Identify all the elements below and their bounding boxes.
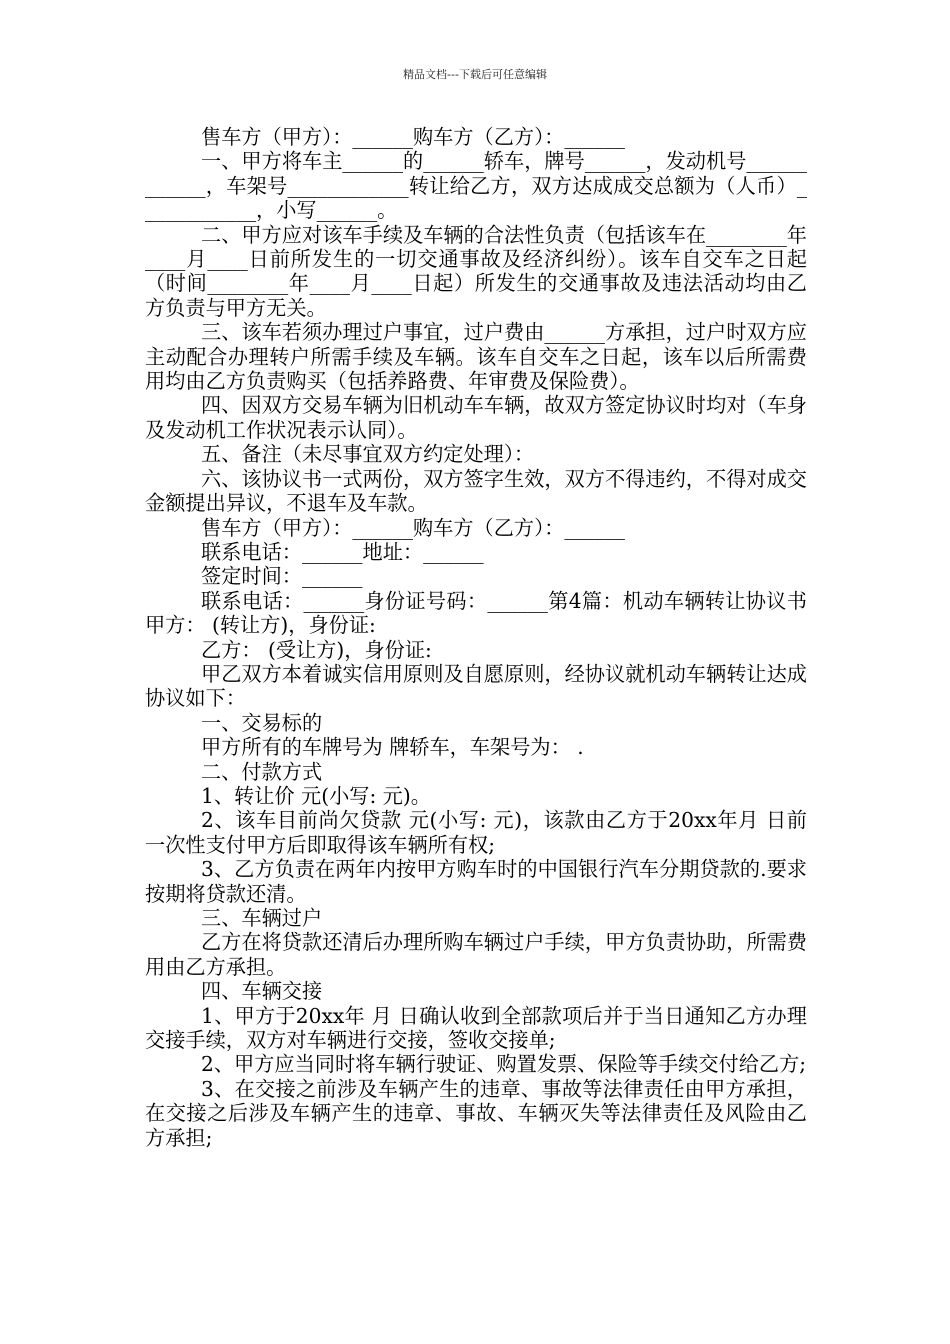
paragraph: 售车方（甲方）：______购车方（乙方）：______ [201,125,625,149]
document-body [145,125,807,1150]
paragraph: 签定时间：______ [201,564,363,589]
paragraph: 五、备注（未尽事宜双方约定处理）： [201,442,535,467]
page-header: 精品文档---下载后可任意编辑 [403,68,547,81]
paragraph: 乙方在将贷款还清后办理所购车辆过户手续，甲方负责协助，所需费用由乙方承担。 [145,930,807,979]
paragraph: 二、甲方应对该车手续及车辆的合法性负责（包括该车在________年____月____日前所发生的一切交通事故及经济纠纷）。该车自交车之日起（时间________年____月____日起）所发生的交通事故及违法活动均由乙方负责与甲方无关。 [145,222,807,320]
paragraph: 1、甲方于20xx年 月 日确认收到全部款项后并于当日通知乙方办理交接手续，双方对车辆进行交接，签收交接单; [145,1003,807,1053]
paragraph: 乙方： (受让方)，身份证: [201,637,432,662]
paragraph: 2、该车目前尚欠贷款 元(小写: 元)，该款由乙方于20xx年月 日前一次性支付甲方后即取得该车辆所有权; [145,808,807,857]
paragraph: 联系电话：______身份证号码：______第4篇：机动车辆转让协议书甲方： (转让方)，身份证: [145,588,807,638]
paragraph: 2、甲方应当同时将车辆行驶证、购置发票、保险等手续交付给乙方; [201,1052,807,1077]
paragraph: 3、乙方负责在两年内按甲方购车时的中国银行汽车分期贷款的.要求按期将贷款还清。 [145,857,807,906]
paragraph: 3、在交接之前涉及车辆产生的违章、事故等法律责任由甲方承担，在交接之后涉及车辆产生的违章、事故、车辆灭失等法律责任及风险由乙方承担; [145,1076,807,1150]
paragraph: 四、因双方交易车辆为旧机动车车辆，故双方签定协议时均对（车身及发动机工作状况表示认同）。 [145,393,807,442]
paragraph: 四、车辆交接 [201,979,323,1004]
paragraph: 1、转让价 元(小写: 元)。 [201,783,431,808]
paragraph: 六、该协议书一式两份，双方签字生效，双方不得违约，不得对成交金额提出异议，不退车及车款。 [145,466,807,516]
paragraph: 甲方所有的车牌号为 牌轿车，车架号为： . [201,735,584,760]
paragraph: 三、该车若须办理过户事宜，过户费由______方承担，过户时双方应主动配合办理转户所需手续及车辆。该车自交车之日起，该车以后所需费用均由乙方负责购买（包括养路费、年审费及保险费）。 [145,320,807,394]
paragraph: 三、车辆过户 [201,906,323,930]
paragraph: 一、交易标的 [201,710,323,735]
paragraph: 甲乙双方本着诚实信用原则及自愿原则，经协议就机动车辆转让达成协议如下： [145,661,807,711]
paragraph: 售车方（甲方）：______购车方（乙方）：______ [201,515,625,540]
paragraph: 一、甲方将车主______的______轿车，牌号______，发动机号____________，车架号____________转让给乙方，双方达成成交总额为（人币）____________，小写______。 [145,149,807,223]
paragraph: 联系电话：______地址：______ [201,539,484,564]
paragraph: 二、付款方式 [201,759,323,784]
